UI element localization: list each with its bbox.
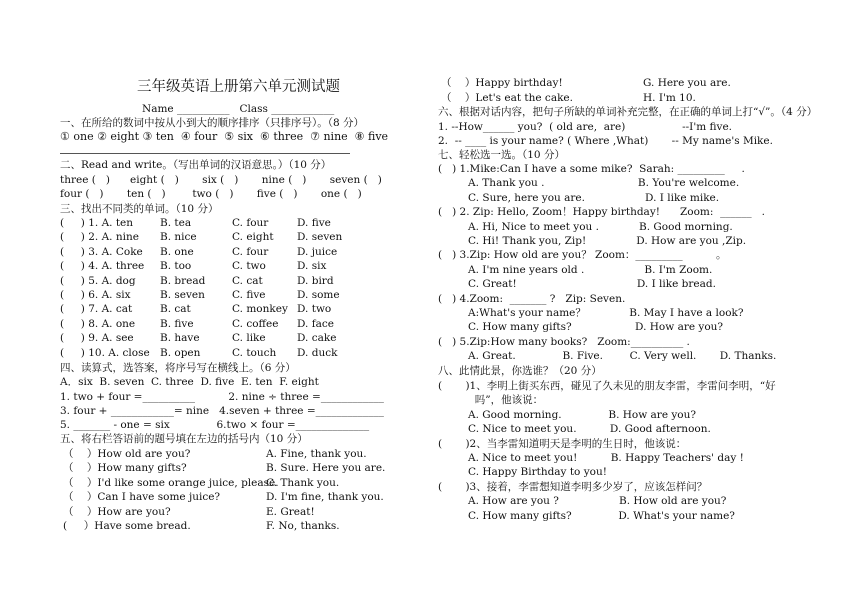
option-item: B. bread [160, 274, 206, 287]
quiz-line: A:What's your name？ B. May I have a look? [438, 307, 744, 319]
scenario-line: ( )2、当李雷知道明天是李明的生日时，他该说： [438, 437, 687, 450]
option-item: C. monkey [232, 303, 288, 316]
scenario-line: C. Happy Birthday to you! [438, 466, 607, 479]
quiz-line: A. Thank you . B. You're welcome. [438, 177, 740, 190]
option-item: B. have [160, 332, 200, 345]
section-2-row-2: four ( ) ten ( ) two ( ) five ( ) one ( ) [60, 188, 362, 200]
option-item: B. open [160, 346, 201, 359]
option-item: D. two [297, 303, 332, 316]
question-item: ( ) 2. A. nine [60, 231, 139, 244]
section-1-options: ① one ② eight ③ ten ④ four ⑤ six ⑥ three ⑦ nine ⑧ five [60, 130, 389, 143]
option-item: B. too [160, 260, 192, 273]
section-3-heading: 三、找出不同类的单词。（10 分） [60, 203, 219, 215]
name-class-line: Name __________ Class ____________ [142, 103, 335, 115]
option-item: B. one [160, 245, 194, 258]
answer-item: F. No, thanks. [266, 520, 340, 532]
option-item: D. cake [297, 332, 337, 345]
question-item: （ ）How old are you? [63, 448, 191, 460]
section-4-line-1: 1. two + four =__________ 2. nine ÷ three =____________ [60, 391, 384, 403]
question-item: ( ) 10. A. close [60, 346, 150, 359]
quiz-line: C. How many gifts? D. How are you? [438, 321, 724, 334]
section-4-options: A．six B. seven C. three D. five E. ten F. eight [60, 376, 319, 388]
section-1-heading: 一、在所给的数词中按从小到大的顺序排序（只排序号）。（8 分） [60, 117, 365, 129]
scenario-line: C. Nice to meet you. D. Good afternoon. [438, 423, 711, 436]
section-4-heading: 四、读算式，选答案，将序号写在横线上。（6 分） [60, 362, 296, 374]
page-title: 三年级英语上册第六单元测试题 [137, 79, 340, 95]
question-item: ( ) 5. A. dog [60, 274, 136, 287]
scenario-line: 吗”，他该说： [438, 394, 544, 407]
question-item: （ ）How many gifts? [63, 462, 187, 475]
scenario-line: ( )3、接着，李雷想知道李明多少岁了，应该怎样问？ [438, 480, 708, 493]
question-item: ( ) 6. A. six [60, 289, 131, 301]
answer-item: H. I'm 10. [643, 91, 696, 104]
quiz-line: A. I'm nine years old . B. I'm Zoom. [438, 263, 713, 276]
option-item: D. some [297, 289, 340, 301]
section-6-line-1: 1. --How______ you? ( old are, are) --I'm five. [438, 121, 732, 133]
quiz-line: C. Sure, here you are. D. I like mike. [438, 191, 720, 204]
question-item: （ ）Happy birthday! [441, 77, 563, 89]
question-item: ( ) 1. A. ten [60, 217, 134, 229]
option-item: C. eight [232, 231, 274, 244]
answer-item: G. Here you are. [643, 77, 731, 89]
quiz-line: A. Hi, Nice to meet you . B. Good morning. [438, 220, 733, 233]
scenario-line: C. How many gifts? D. What's your name? [438, 509, 735, 522]
section-6-line-2: 2. -- ____ is your name? ( Where ,What) -- My name's Mike. [438, 135, 773, 147]
question-item: ( ) 7. A. cat [60, 303, 133, 316]
question-item: （ ）How are you? [63, 505, 171, 518]
quiz-line: ( ) 5.Zip:How many books? Zoom:__________ . [438, 335, 690, 348]
answer-item: E. Great! [266, 505, 315, 518]
question-item: （ ）Can I have some juice? [63, 491, 221, 504]
section-8-heading: 八、此情此景，你选谁？（20 分） [438, 365, 602, 377]
section-7-heading: 七、轻松选一选。（10 分） [438, 149, 565, 161]
quiz-line: C. Great! D. I like bread. [438, 278, 716, 291]
scenario-line: A. Nice to meet you! B. Happy Teachers' day ! [438, 452, 744, 464]
scenario-line: A. How are you ? B. How old are you? [438, 495, 727, 508]
question-item: ( ) 3. A. Coke [60, 245, 143, 258]
quiz-line: ( ) 4.Zoom: _______ ? Zip: Seven. [438, 292, 626, 305]
option-item: B. nice [160, 231, 197, 244]
quiz-line: ( ) 2. Zip: Hello, Zoom！Happy birthday! Zoom: ______ . [438, 206, 765, 219]
question-item: ( ) 9. A. see [60, 332, 134, 345]
answer-item: A. Fine, thank you. [266, 448, 367, 460]
quiz-line: A. Great. B. Five. C. Very well. D. Thanks. [438, 350, 777, 363]
option-item: C. cat [232, 274, 263, 287]
option-item: D. five [297, 217, 331, 229]
option-item: D. juice [297, 245, 338, 258]
question-item: （ ）Let's eat the cake. [441, 91, 573, 104]
divider [60, 153, 350, 154]
quiz-line: ( ) 3.Zip: How old are you？ Zoom：_________ 。 [438, 249, 727, 262]
option-item: C. coffee [232, 317, 279, 330]
option-item: C. two [232, 260, 266, 273]
option-item: B. five [160, 317, 194, 330]
option-item: C. touch [232, 346, 277, 359]
answer-item: D. I'm fine, thank you. [266, 491, 384, 504]
option-item: B. tea [160, 217, 192, 229]
option-item: D. duck [297, 346, 338, 359]
section-4-line-3: 5. _______ - one = six 6.two × four =______________ [60, 419, 370, 431]
option-item: D. bird [297, 274, 334, 287]
answer-item: C. Thank you. [266, 476, 340, 489]
question-item: ( ) 8. A. one [60, 317, 136, 330]
option-item: C. four [232, 217, 269, 229]
option-item: D. face [297, 317, 334, 330]
scenario-line: ( )1、李明上街买东西，碰见了久未见的朋友李雷，李雷问李明，“好 [438, 380, 776, 392]
section-2-row-1: three ( ) eight ( ) six ( ) nine ( ) seven ( ) [60, 174, 382, 186]
option-item: B. seven [160, 289, 205, 301]
option-item: B. cat [160, 303, 191, 316]
option-item: C. five [232, 289, 266, 301]
option-item: D. seven [297, 231, 343, 244]
option-item: C. like [232, 332, 266, 345]
section-4-line-2: 3. four + ____________= nine 4.seven + three =_____________ [60, 405, 384, 417]
question-item: ( ) 4. A. three [60, 260, 145, 273]
section-2-heading: 二、Read and write。（写出单词的汉语意思。）（10 分） [60, 159, 332, 171]
option-item: C. four [232, 245, 269, 258]
quiz-line: ( ) 1.Mike:Can I have a some mike? Sarah: _________ . [438, 163, 745, 175]
quiz-line: C. Hi! Thank you, Zip! D. How are you ,Zip. [438, 235, 747, 247]
scenario-line: A. Good morning. B. How are you? [438, 408, 697, 421]
section-5-heading: 五、将右栏答语前的题号填在左边的括号内（10 分） [60, 433, 308, 445]
question-item: ( ）Have some bread. [63, 520, 191, 532]
option-item: D. six [297, 260, 327, 273]
section-6-heading: 六、根据对话内容，把句子所缺的单词补充完整，在正确的单词上打“√”。（4 分） [438, 106, 818, 118]
answer-item: B. Sure. Here you are. [266, 462, 386, 475]
question-item: （ ）I'd like some orange juice, please. [63, 476, 279, 489]
